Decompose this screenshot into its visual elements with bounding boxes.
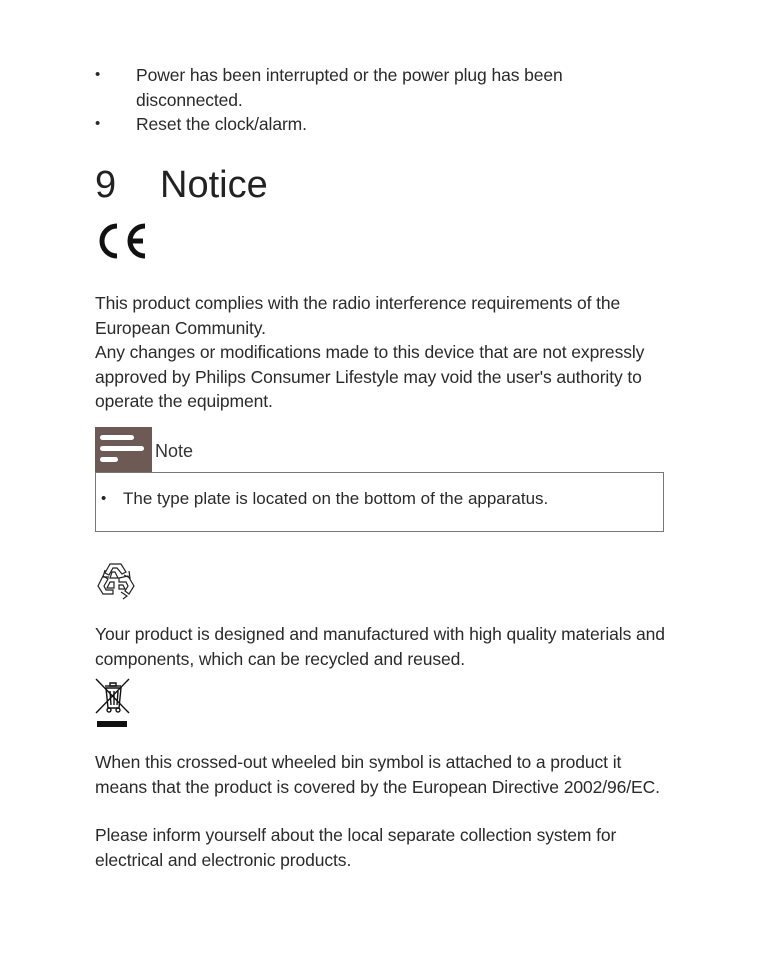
section-number: 9	[95, 164, 117, 206]
bullet-marker: •	[95, 115, 101, 132]
list-item: Reset the clock/alarm.	[136, 114, 307, 134]
bullet-marker: •	[101, 490, 107, 507]
note-item: The type plate is located on the bottom of the apparatus.	[123, 489, 549, 508]
crossed-out-wheeled-bin-icon	[95, 677, 131, 729]
section-title: Notice	[160, 164, 268, 206]
weee-collection-paragraph: Please inform yourself about the local separate collection system for electrical and electronic products.	[95, 825, 617, 870]
list-item: Power has been interrupted or the power plug has been disconnected.	[136, 65, 563, 110]
note-label: Note	[155, 441, 194, 461]
bullet-marker: •	[95, 66, 101, 83]
recycle-paragraph: Your product is designed and manufactured with high quality materials and components, which can be recycled and reused.	[95, 624, 665, 669]
note-icon	[95, 427, 152, 472]
ce-mark-icon	[95, 221, 149, 261]
weee-directive-paragraph: When this crossed-out wheeled bin symbol is attached to a product it means that the product is covered by the European Directive 2002/96/EC.	[95, 752, 660, 797]
recycle-icon	[95, 560, 137, 600]
ce-modification-paragraph: Any changes or modifications made to this device that are not expressly approved by Philips Consumer Lifestyle may void the user's authority to operate the equipment.	[95, 342, 645, 411]
ce-compliance-paragraph: This product complies with the radio interference requirements of the European Community.	[95, 293, 621, 338]
